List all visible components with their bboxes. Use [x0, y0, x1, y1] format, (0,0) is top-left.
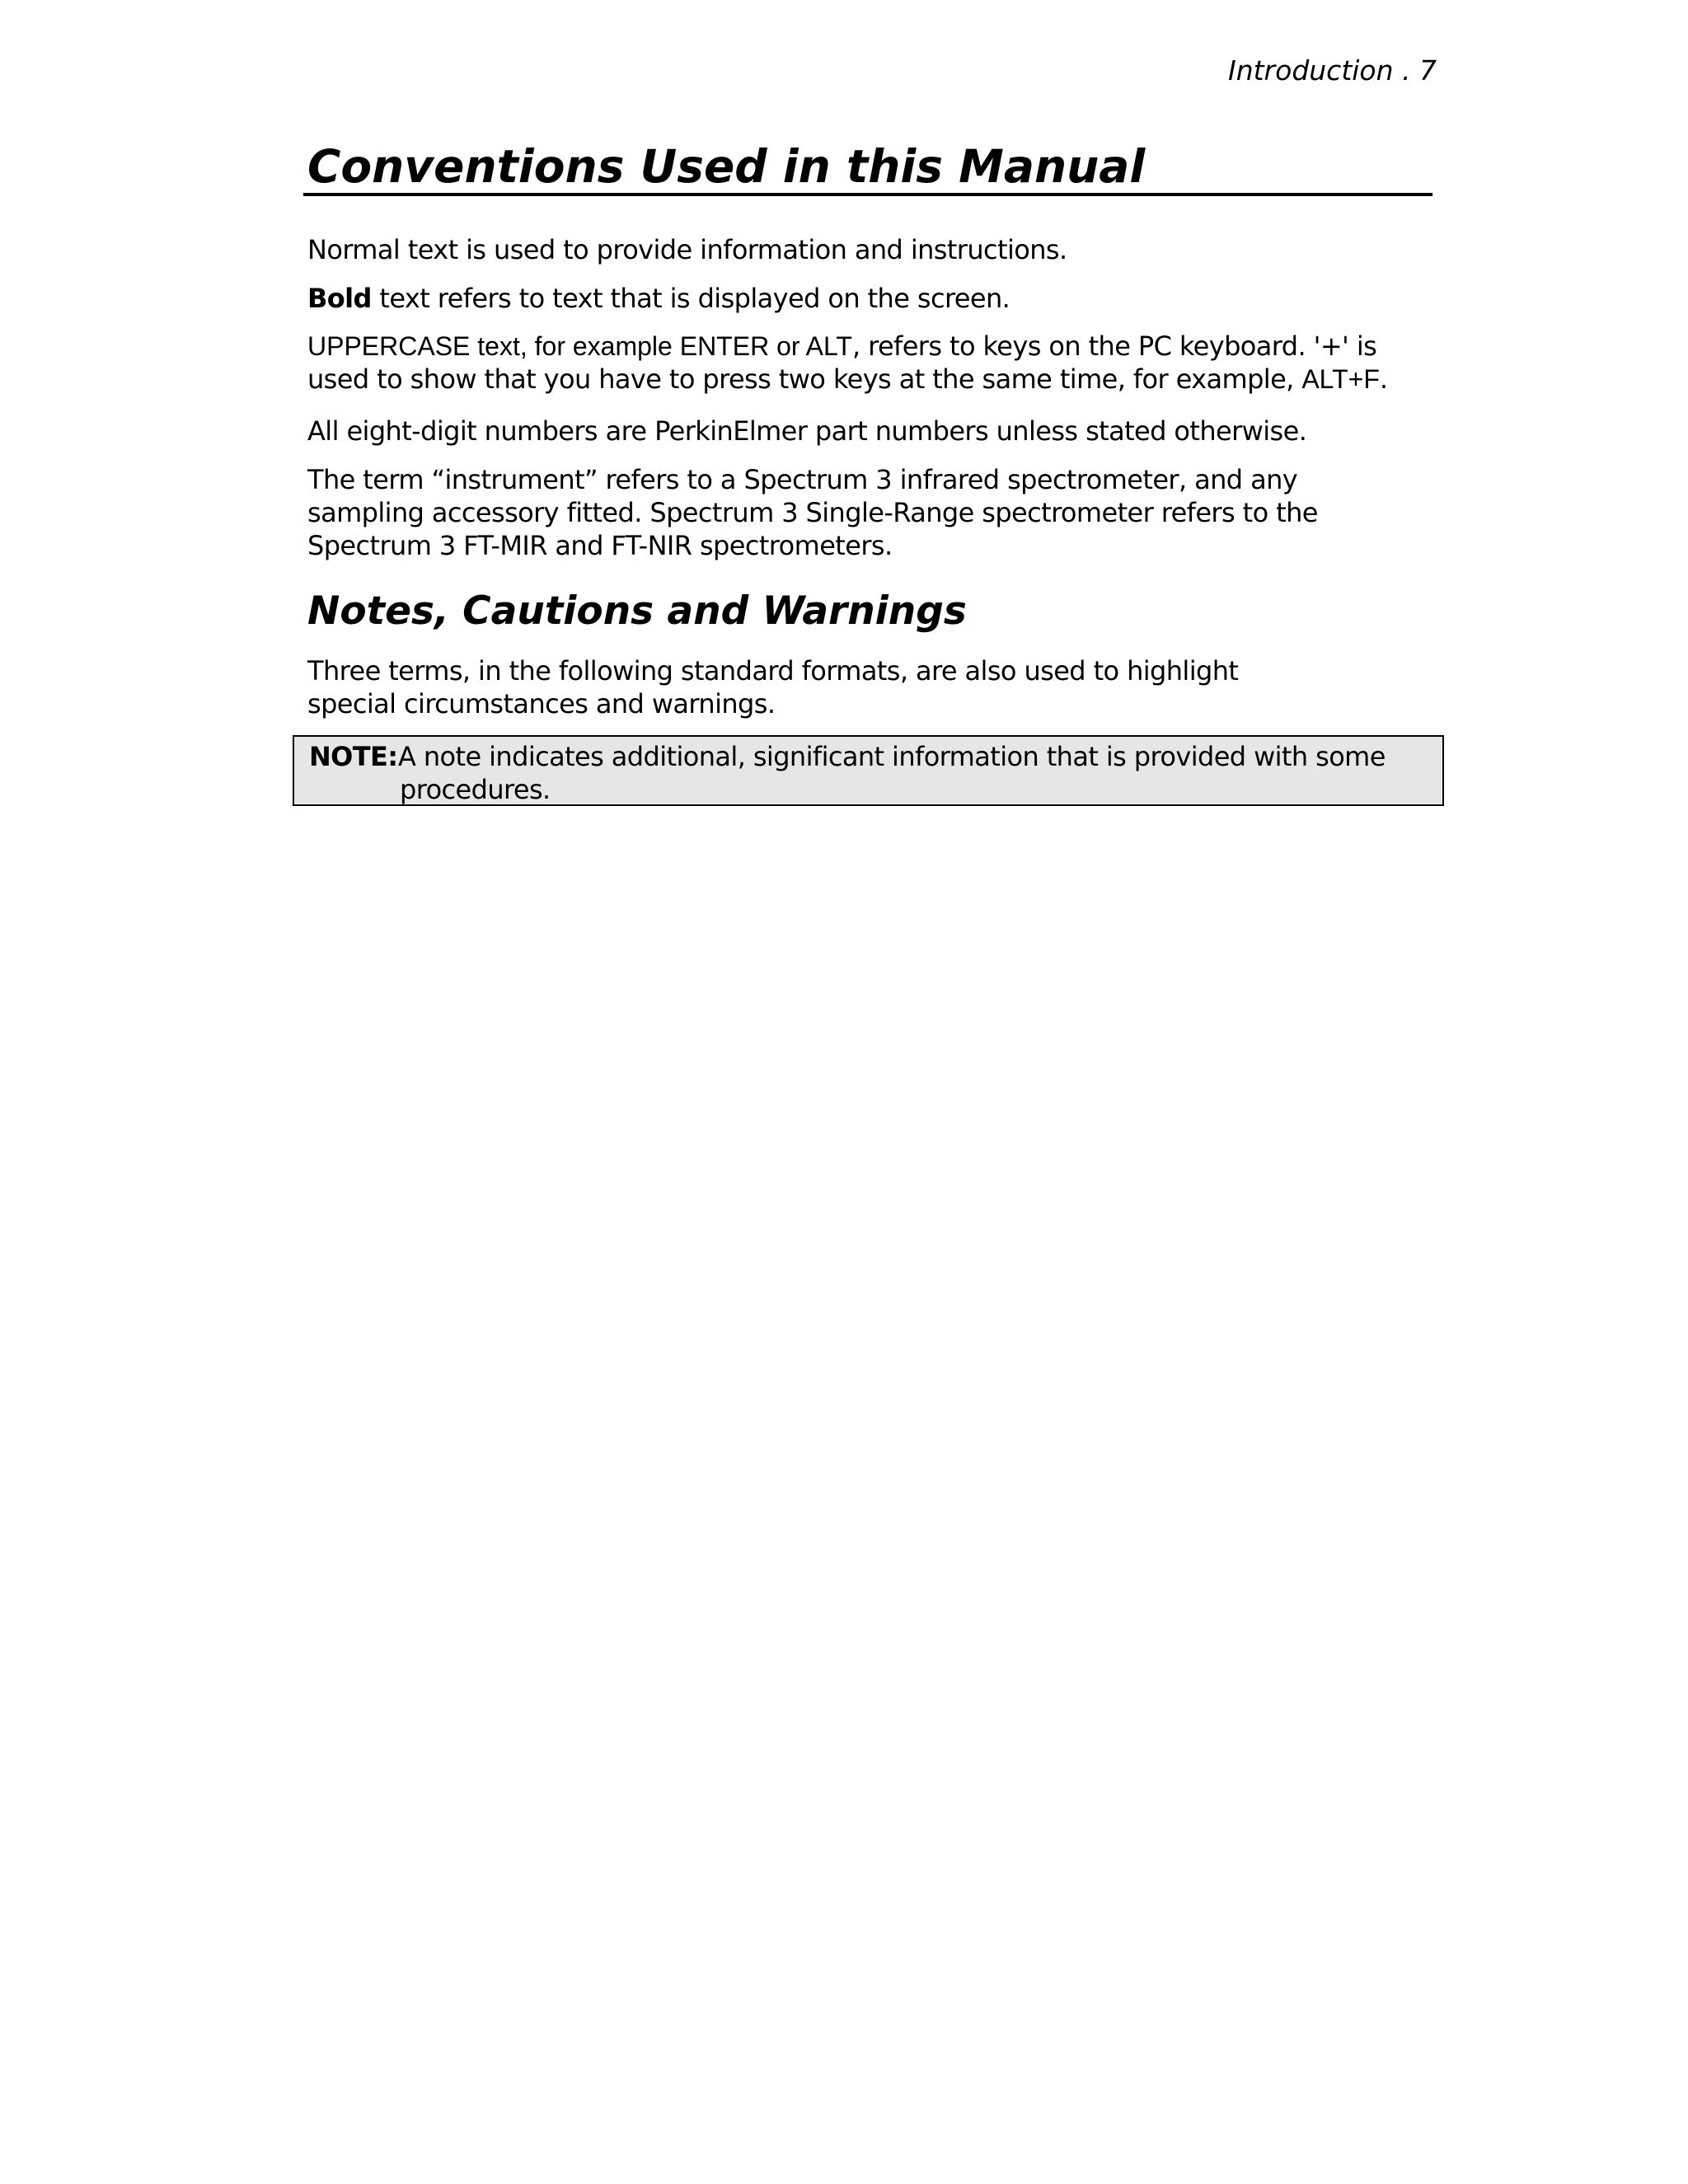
paragraph-notes-intro: Three terms, in the following standard formats, are also used to highlight special circumstances and warnings. [307, 655, 1239, 719]
paragraph-instrument: The term “instrument” refers to a Spectrum 3 infrared spectrometer, and any sampling accessory fitted. Spectrum 3 Single-Range spectrometer refers to the Spectrum 3 FT-MIR and FT-NIR spectrometers. [307, 464, 1318, 561]
paragraph-bold-text [307, 282, 1404, 315]
bold-word: Bold [307, 283, 372, 314]
paragraph-uppercase-text [307, 330, 1395, 396]
paragraph-part-numbers: All eight-digit numbers are PerkinElmer part numbers unless stated otherwise. [307, 415, 1307, 447]
uppercase-example: UPPERCASE text, for example ENTER or ALT [307, 331, 852, 361]
uppercase-period: . [1379, 363, 1388, 395]
uppercase-description: , refers to keys on the PC keyboard. '+' is used to show that you have to press two keys at the same time, for example, [307, 330, 1377, 395]
running-head: Introduction . 7 [1227, 54, 1437, 87]
note-text: A note indicates additional, significant information that is provided with some procedures. [398, 741, 1386, 805]
note-label: NOTE: [309, 741, 398, 772]
subsection-title: Notes, Cautions and Warnings [307, 588, 967, 634]
bold-description: text refers to text that is displayed on the screen. [371, 283, 1010, 314]
note-box [293, 735, 1444, 806]
paragraph-normal-text: Normal text is used to provide information and instructions. [307, 234, 1067, 265]
section-title: Conventions Used in this Manual [307, 140, 1146, 193]
title-underline [303, 193, 1432, 196]
key-combo-example: ALT+F [1301, 364, 1380, 394]
